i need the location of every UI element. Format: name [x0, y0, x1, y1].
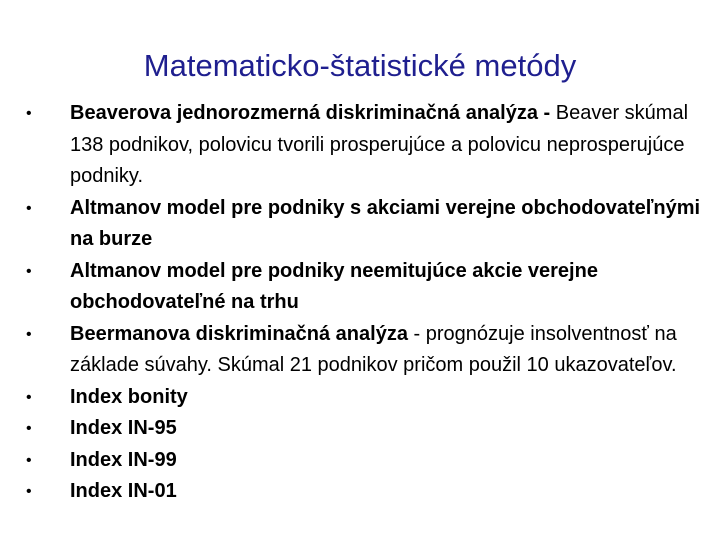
bullet-dot-icon: •: [26, 325, 32, 343]
bullet-item-in95: [22, 413, 702, 445]
bullet-bold-text: Beermanova diskriminačná analýza: [70, 322, 408, 345]
bullet-item-index-bonity: [22, 382, 702, 414]
bullet-dot-icon: •: [26, 105, 32, 122]
bullet-item-altman-private: [22, 256, 702, 319]
bullet-item-in01: [22, 476, 702, 508]
bullet-bold-text: Index IN-95: [70, 417, 177, 439]
bullet-dot-icon: •: [26, 483, 32, 500]
bullet-bold-text: Beaverova jednorozmerná diskriminačná analýza -: [70, 102, 551, 124]
bullet-dot-icon: •: [26, 420, 32, 437]
bullet-normal-text: - prognózuje insolventnosť na základe súvahy. Skúmal 21 podnikov pričom použil 10 ukazovateľov.: [70, 322, 677, 376]
bullet-dot-icon: •: [26, 388, 32, 406]
bullet-dot-icon: •: [26, 262, 32, 280]
bullet-list: [22, 98, 702, 508]
bullet-bold-text: Index IN-01: [70, 480, 177, 502]
bullet-item-in99: [22, 445, 702, 477]
bullet-item-beerman: [22, 319, 702, 382]
bullet-item-altman-public: [22, 193, 702, 256]
bullet-dot-icon: •: [26, 451, 32, 469]
slide-title: Matematicko-štatistické metódy: [143, 48, 577, 83]
bullet-bold-text: Index bonity: [70, 385, 188, 408]
bullet-item-beaver: [22, 98, 702, 193]
bullet-bold-text: Index IN-99: [70, 448, 177, 471]
bullet-normal-text: Beaver skúmal 138 podnikov, polovicu tvorili prosperujúce a polovicu neprosperujúce podniky.: [70, 102, 689, 187]
bullet-dot-icon: •: [26, 199, 32, 217]
bullet-bold-text: Altmanov model pre podniky neemitujúce akcie verejne obchodovateľné na trhu: [70, 259, 598, 313]
bullet-bold-text: Altmanov model pre podniky s akciami verejne obchodovateľnými na burze: [70, 196, 701, 250]
